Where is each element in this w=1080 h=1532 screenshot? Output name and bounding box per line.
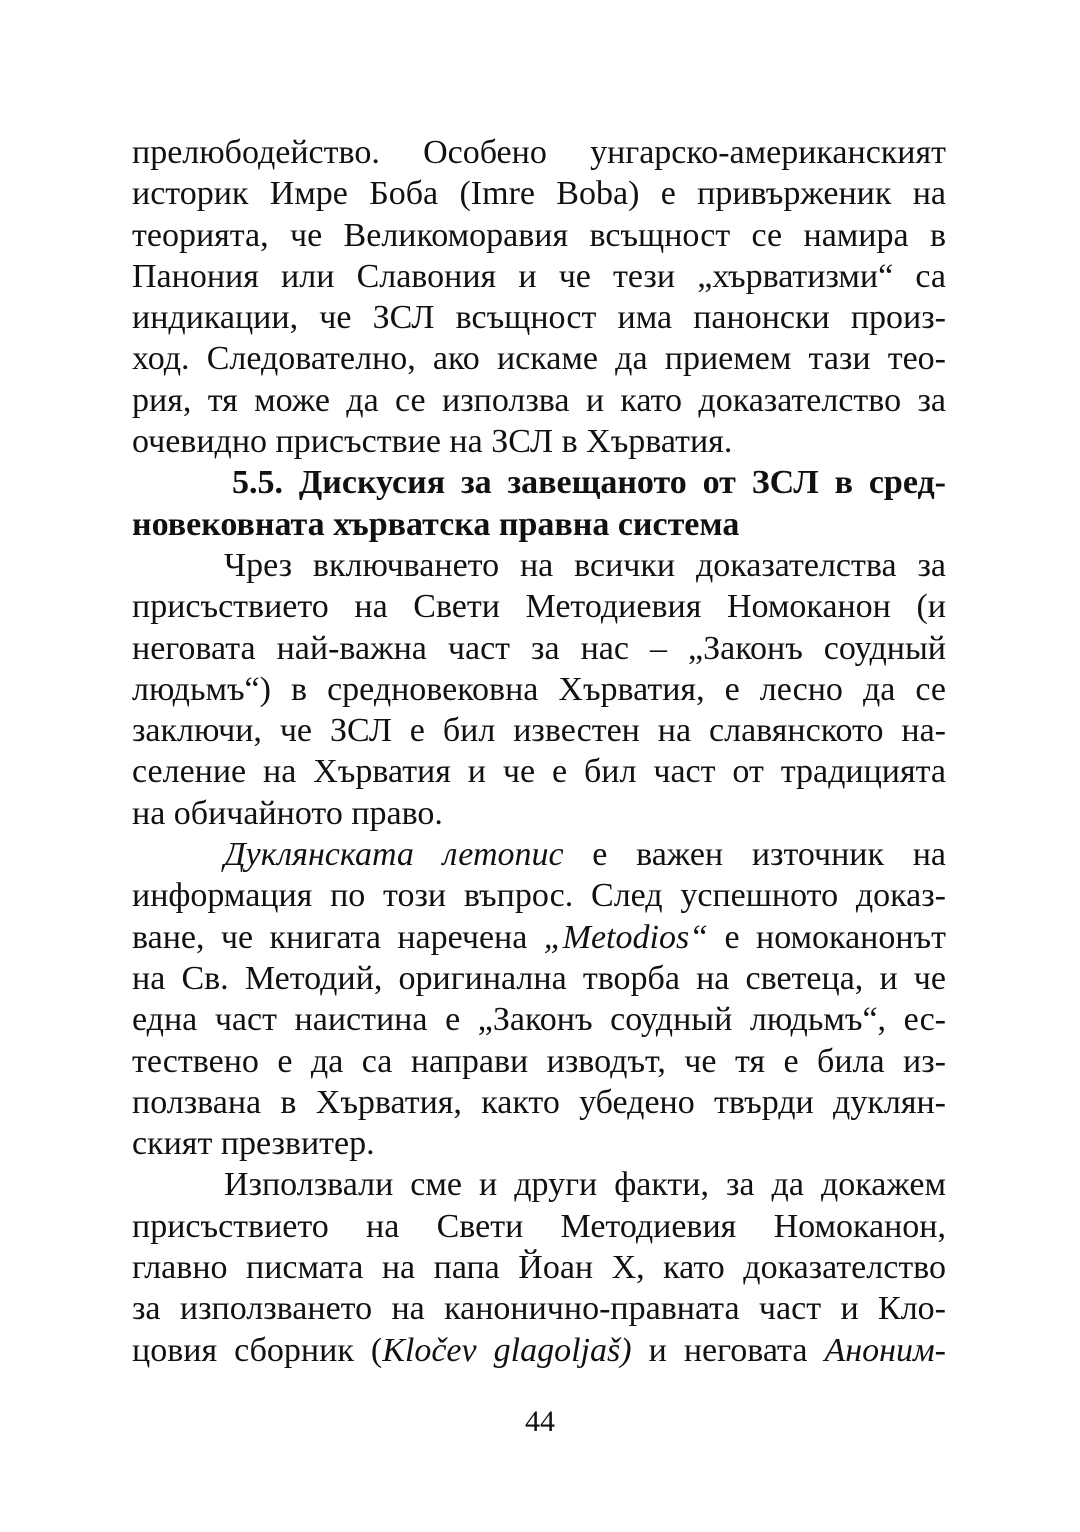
- text-line: [132, 1330, 946, 1371]
- text-line: на обичайното право.: [132, 794, 443, 832]
- text-line: присъствието на Свети Методиевия Номоканон,: [132, 1207, 946, 1245]
- text-line: индикации, че ЗСЛ всъщност има панонски произ-: [132, 299, 946, 337]
- text-fragment: цовия сборник (: [132, 1331, 383, 1369]
- paragraph-2: [132, 545, 946, 834]
- text-line: рия, тя може да се използва и като доказателство за: [132, 381, 946, 419]
- italic-title: Kločev glagoljaš): [382, 1331, 632, 1369]
- italic-word: Аноним-: [824, 1331, 946, 1369]
- text-fragment: ване, че книгата наречена: [132, 918, 544, 956]
- text-line: [132, 834, 946, 875]
- paragraph-4: [132, 1164, 946, 1370]
- text-line: една част наистина е „Законъ соудный людьмъ“, ес-: [132, 1001, 946, 1039]
- text-line: ход. Следователно, ако искаме да приемем тази тео-: [132, 340, 946, 378]
- paragraph-1: [132, 132, 946, 462]
- text-line: информация по този въпрос. След успешното доказ-: [132, 877, 946, 915]
- text-line: селение на Хърватия и че е бил част от традицията: [132, 753, 946, 791]
- text-line: [132, 917, 946, 958]
- text-line: людьмъ“) в средновековна Хърватия, е лесно да се: [132, 670, 946, 708]
- text-line: Панония или Славония и че тези „хърватизми“ са: [132, 257, 946, 295]
- text-fragment: е номоканонът: [708, 918, 946, 956]
- italic-title: „Metodios“: [543, 918, 709, 956]
- text-line: на Св. Методий, оригинална творба на светеца, и че: [132, 959, 946, 997]
- italic-title: Дуклянската летопис: [224, 836, 564, 874]
- text-line: теорията, че Великоморавия всъщност се намира в: [132, 216, 946, 254]
- heading-line: 5.5. Дискусия за завещаното от ЗСЛ в сред-: [232, 464, 946, 502]
- text-line: тествено е да са направи изводът, че тя е била из-: [132, 1042, 946, 1080]
- text-line: Използвали сме и други факти, за да докажем: [224, 1166, 946, 1204]
- text-line: заключи, че ЗСЛ е бил известен на славянското на-: [132, 712, 946, 750]
- text-line: неговата най-важна част за нас – „Законъ соудный: [132, 629, 946, 667]
- text-line: прелюбодейство. Особено унгарско-американският: [132, 134, 946, 171]
- text-line: ползвана в Хърватия, както убедено твърди дуклян-: [132, 1083, 946, 1121]
- body-text: [132, 132, 946, 1371]
- text-line: главно писмата на папа Йоан X, като доказателство: [132, 1249, 946, 1287]
- text-line: за използването на канонично-правната част и Кло-: [132, 1290, 946, 1328]
- page-number: 44: [525, 1405, 555, 1438]
- text-fragment: и неговата: [631, 1331, 825, 1369]
- heading-line: новековната хърватска правна система: [132, 505, 740, 543]
- text-line: Чрез включването на всички доказателства за: [224, 546, 946, 584]
- paragraph-3: [132, 834, 946, 1164]
- section-heading: [132, 462, 946, 545]
- text-fragment: е важен източник на: [563, 836, 946, 874]
- text-line: ският презвитер.: [132, 1125, 375, 1163]
- text-line: историк Имре Боба (Imre Boba) е привърженик на: [132, 175, 946, 213]
- text-line: присъствието на Свети Методиевия Номоканон (и: [132, 588, 946, 626]
- text-line: очевидно присъствие на ЗСЛ в Хърватия.: [132, 423, 733, 461]
